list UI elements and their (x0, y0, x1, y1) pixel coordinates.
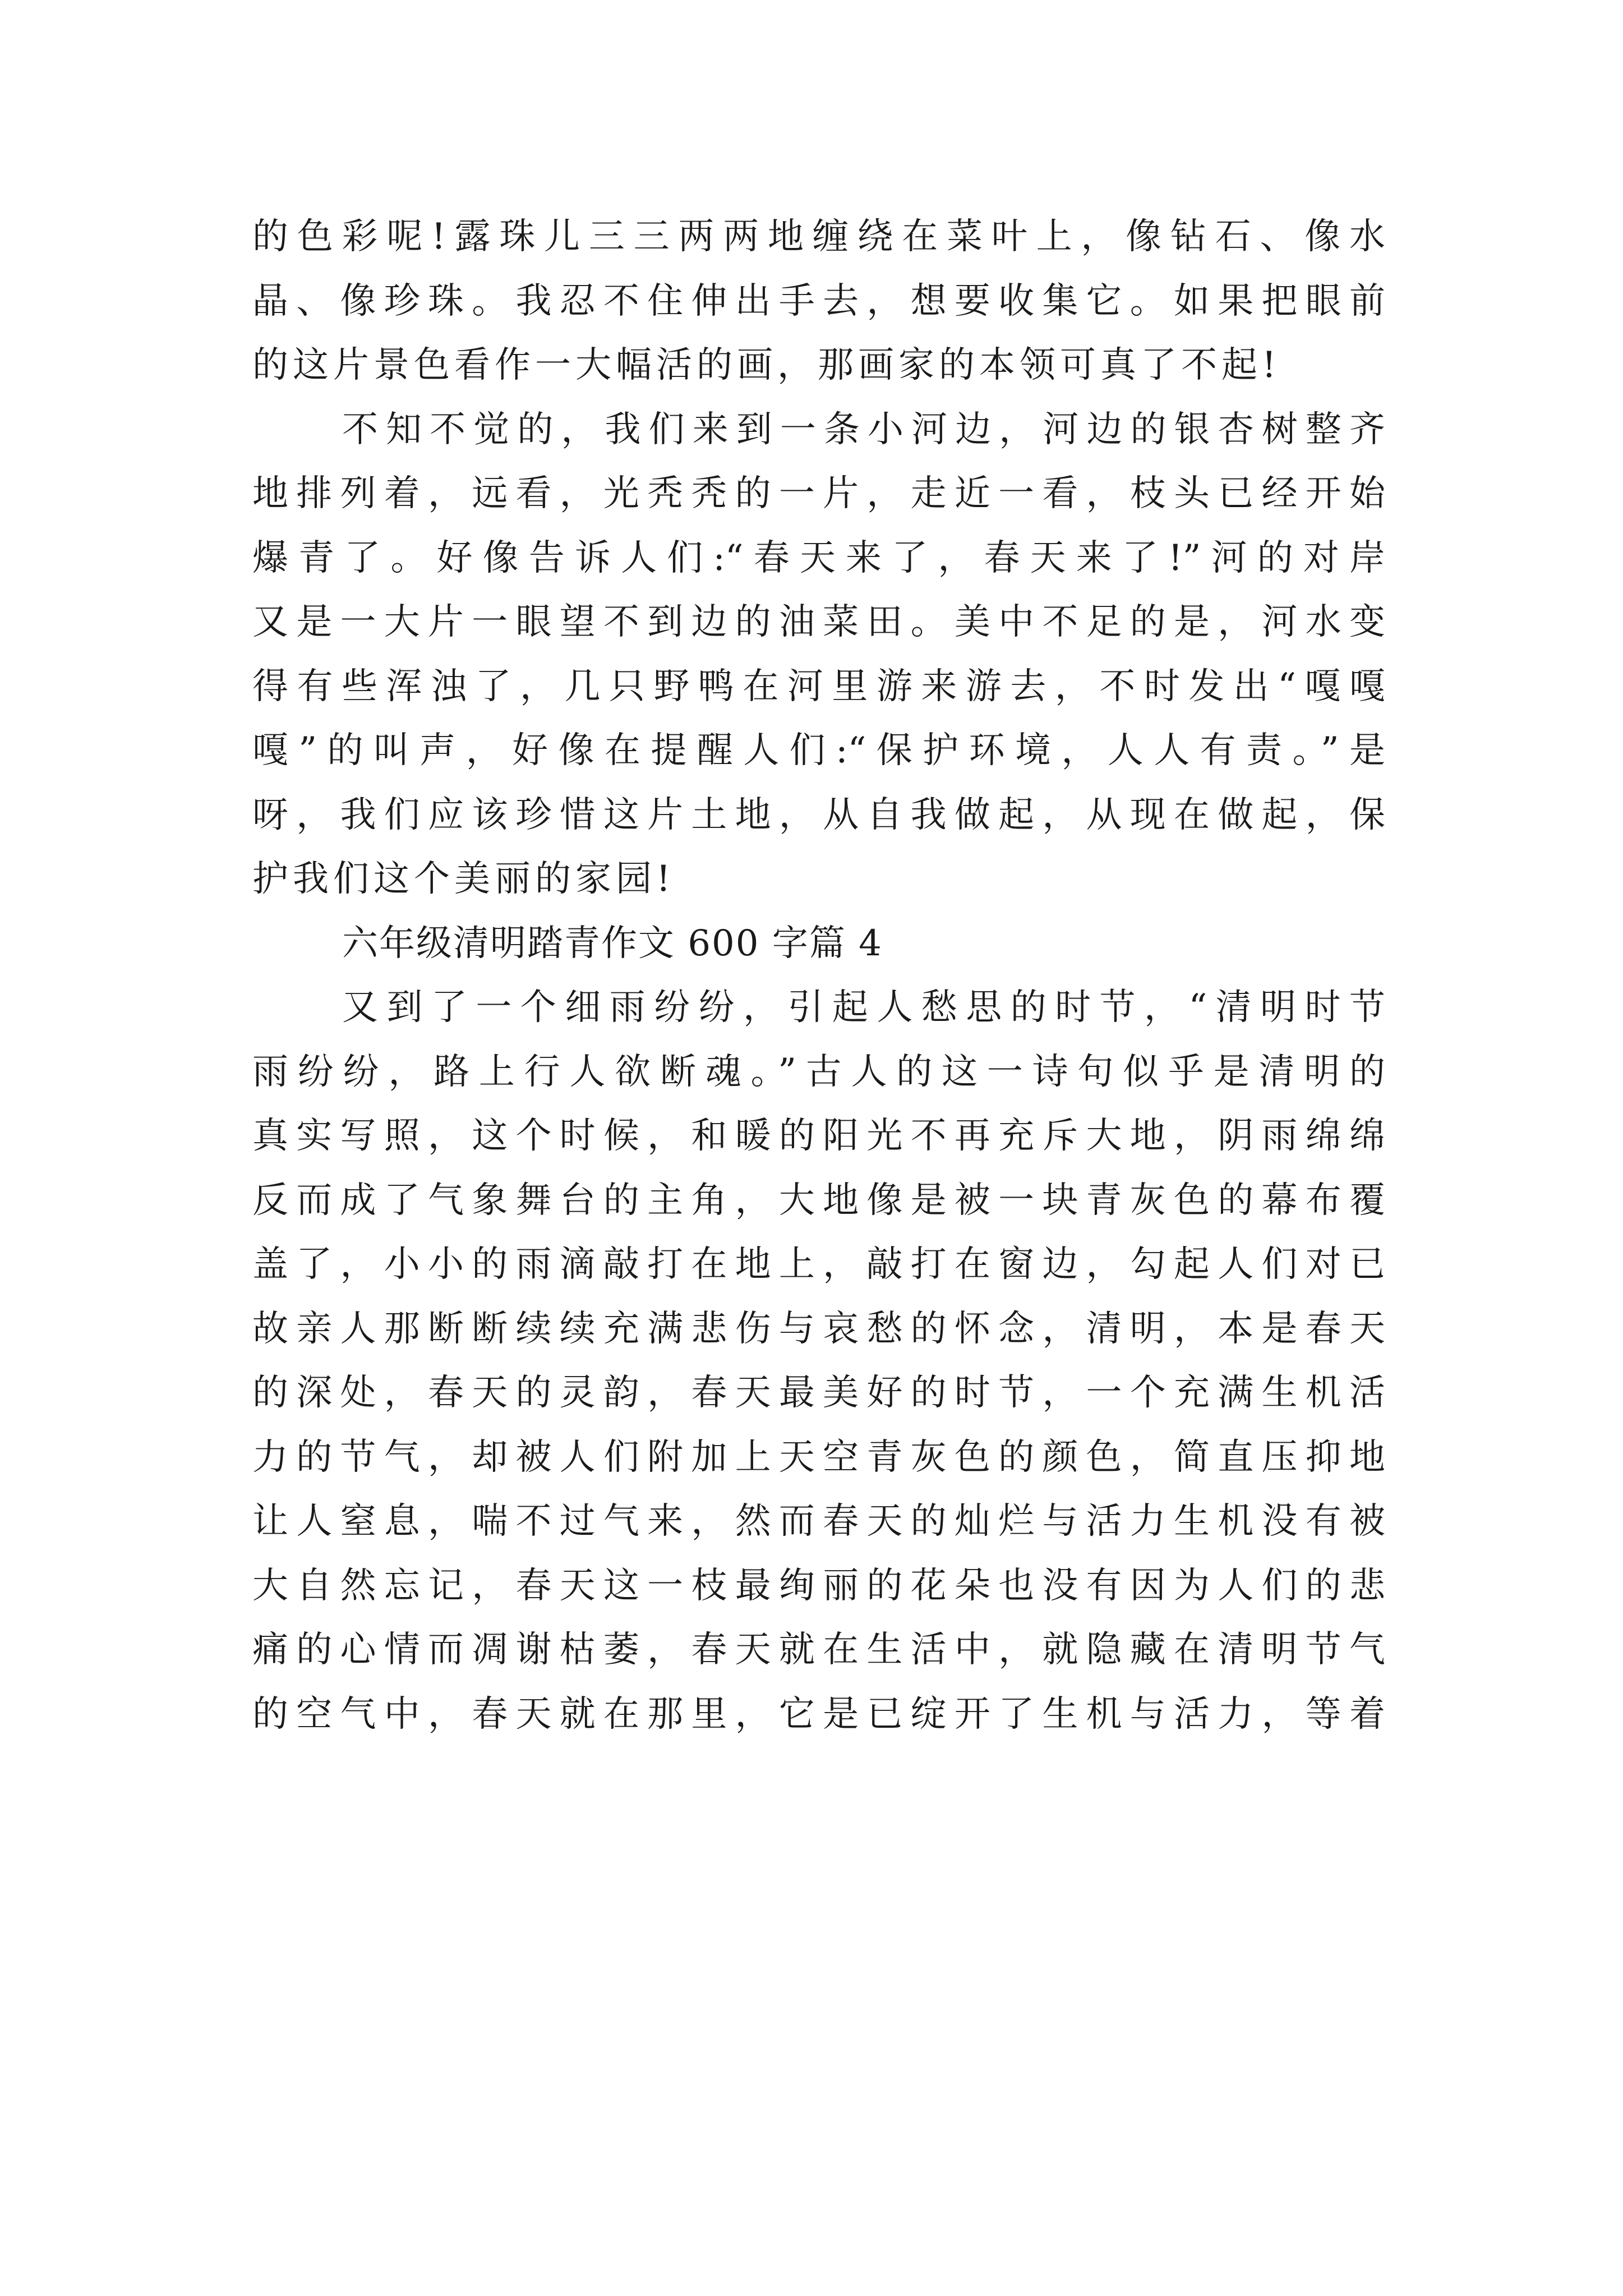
document-body (252, 205, 1385, 1746)
text-line: 让人窒息，喘不过气来，然而春天的灿烂与活力生机没有被 (252, 1501, 1385, 1542)
text-line: 呀，我们应该珍惜这片土地，从自我做起，从现在做起，保 (252, 794, 1385, 836)
text-line: 盖了，小小的雨滴敲打在地上，敲打在窗边，勾起人们对已 (252, 1244, 1385, 1285)
text-line: 真实写照，这个时候，和暖的阳光不再充斥大地，阴雨绵绵 (252, 1115, 1385, 1157)
text-line: 晶、像珍珠。我忍不住伸出手去，想要收集它。如果把眼前 (252, 280, 1385, 322)
paragraph (252, 976, 1385, 1746)
text-line: 嘎”的叫声，好像在提醒人们:“保护环境，人人有责。”是 (252, 730, 1385, 771)
text-line: 不知不觉的，我们来到一条小河边，河边的银杏树整齐 (342, 408, 1385, 450)
text-line: 大自然忘记，春天这一枝最绚丽的花朵也没有因为人们的悲 (252, 1565, 1385, 1607)
text-line: 的这片景色看作一大幅活的画，那画家的本领可真了不起! (252, 344, 1281, 386)
text-line: 地排列着，远看，光秃秃的一片，走近一看，枝头已经开始 (252, 473, 1385, 514)
paragraph (252, 205, 1385, 398)
text-line: 的色彩呢!露珠儿三三两两地缠绕在菜叶上，像钻石、像水 (252, 216, 1385, 257)
heading-line: 六年级清明踏青作文 600 字篇 4 (342, 922, 883, 964)
text-line: 又是一大片一眼望不到边的油菜田。美中不足的是，河水变 (252, 601, 1385, 643)
text-line: 爆青了。好像告诉人们:“春天来了，春天来了!”河的对岸 (252, 537, 1385, 579)
text-line: 雨纷纷，路上行人欲断魂。”古人的这一诗句似乎是清明的 (252, 1051, 1385, 1093)
text-line: 护我们这个美丽的家园! (252, 858, 675, 900)
text-line: 又到了一个细雨纷纷，引起人愁思的时节，“清明时节 (342, 987, 1385, 1028)
text-line: 的深处，春天的灵韵，春天最美好的时节，一个充满生机活 (252, 1372, 1385, 1414)
text-line: 故亲人那断断续续充满悲伤与哀愁的怀念，清明，本是春天 (252, 1308, 1385, 1350)
text-line: 痛的心情而凋谢枯萎，春天就在生活中，就隐藏在清明节气 (252, 1629, 1385, 1671)
text-line: 力的节气，却被人们附加上天空青灰色的颜色，简直压抑地 (252, 1436, 1385, 1478)
text-line: 反而成了气象舞台的主角，大地像是被一块青灰色的幕布覆 (252, 1179, 1385, 1221)
paragraph (252, 398, 1385, 912)
text-line: 得有些浑浊了，几只野鸭在河里游来游去，不时发出“嘎嘎 (252, 665, 1385, 707)
text-line: 的空气中，春天就在那里，它是已绽开了生机与活力，等着 (252, 1693, 1385, 1735)
section-heading (252, 912, 1385, 976)
